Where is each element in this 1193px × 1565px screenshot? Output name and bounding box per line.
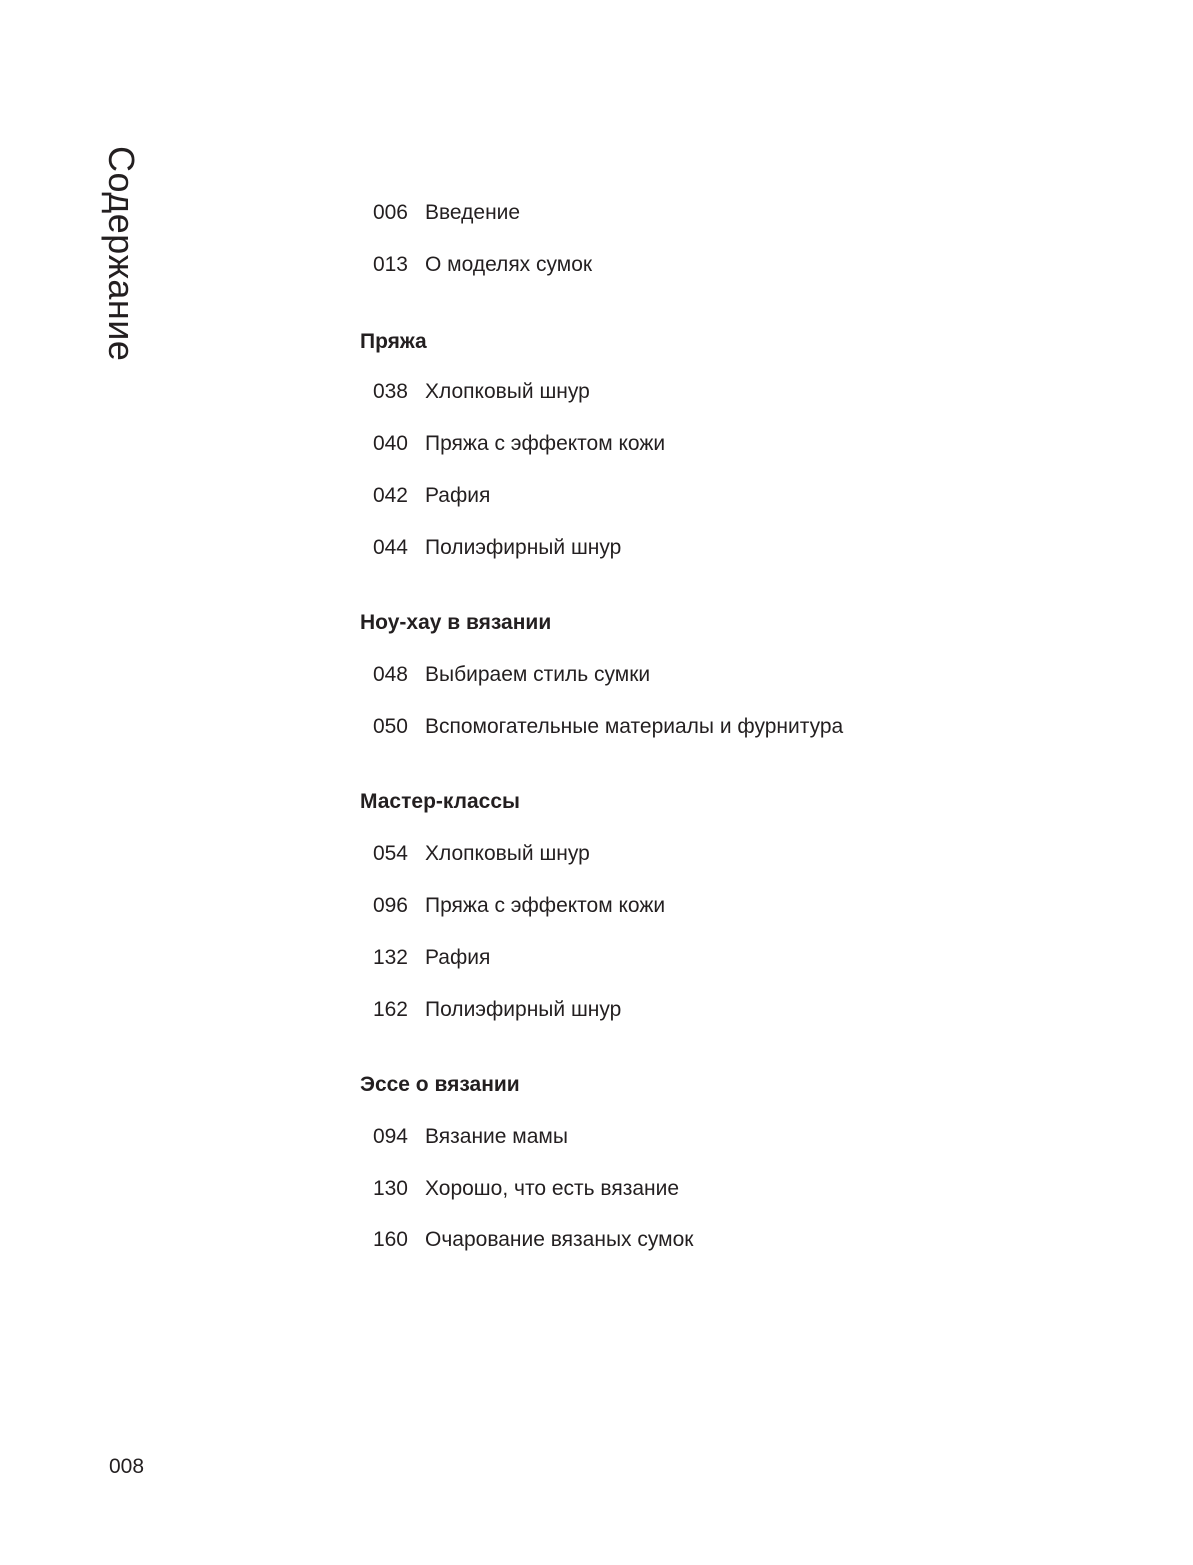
toc-entry[interactable] xyxy=(360,429,665,459)
toc-entry-number: 006 xyxy=(372,201,408,224)
page-title: Содержание xyxy=(101,146,142,362)
section-heading-yarn: Пряжа xyxy=(360,330,427,353)
toc-entry[interactable] xyxy=(360,660,650,690)
toc-entry-number: 044 xyxy=(372,536,408,559)
toc-entry-number: 040 xyxy=(372,432,408,455)
toc-entry-number: 130 xyxy=(372,1177,408,1200)
toc-entry-number: 132 xyxy=(372,946,408,969)
toc-entry-title: Полиэфирный шнур xyxy=(425,536,622,559)
toc-entry-title: Введение xyxy=(425,201,521,224)
toc-entry-number: 094 xyxy=(372,1125,408,1148)
toc-entry-title: Полиэфирный шнур xyxy=(425,998,622,1021)
toc-entry-number: 048 xyxy=(372,663,408,686)
section-heading-essays: Эссе о вязании xyxy=(360,1073,520,1096)
toc-entry[interactable] xyxy=(360,995,621,1025)
toc-entry[interactable] xyxy=(360,377,590,407)
toc-entry-title: Хлопковый шнур xyxy=(425,380,590,403)
toc-entry-title: О моделях сумок xyxy=(425,253,593,276)
toc-entry-number: 038 xyxy=(372,380,408,403)
section-heading-master-classes: Мастер-классы xyxy=(360,790,520,813)
toc-entry[interactable] xyxy=(360,198,520,228)
toc-entry[interactable] xyxy=(360,943,490,973)
toc-entry-number: 054 xyxy=(372,842,408,865)
section-heading-know-how: Ноу-хау в вязании xyxy=(360,611,552,634)
toc-entry-title: Выбираем стиль сумки xyxy=(425,663,651,686)
toc-entry[interactable] xyxy=(360,1174,679,1204)
toc-entry[interactable] xyxy=(360,1122,568,1152)
toc-entry-title: Очарование вязаных сумок xyxy=(425,1228,694,1251)
toc-entry[interactable] xyxy=(360,1225,693,1255)
toc-entry-number: 042 xyxy=(372,484,408,507)
toc-entry-title: Хорошо, что есть вязание xyxy=(425,1177,680,1200)
toc-entry[interactable] xyxy=(360,712,843,742)
toc-entry[interactable] xyxy=(360,891,665,921)
toc-entry-number: 050 xyxy=(372,715,408,738)
toc-entry-number: 162 xyxy=(372,998,408,1021)
toc-entry[interactable] xyxy=(360,839,590,869)
toc-entry[interactable] xyxy=(360,481,490,511)
toc-entry-number: 096 xyxy=(372,894,408,917)
toc-entry-title: Пряжа с эффектом кожи xyxy=(425,894,666,917)
toc-entry-title: Пряжа с эффектом кожи xyxy=(425,432,666,455)
toc-entry-title: Вспомогательные материалы и фурнитура xyxy=(425,715,844,738)
toc-entry-title: Вязание мамы xyxy=(425,1125,568,1148)
toc-entry-number: 013 xyxy=(372,253,408,276)
page-number: 008 xyxy=(109,1455,145,1478)
toc-entry-title: Рафия xyxy=(425,484,491,507)
toc-entry-title: Хлопковый шнур xyxy=(425,842,590,865)
toc-entry-title: Рафия xyxy=(425,946,491,969)
toc-entry-number: 160 xyxy=(372,1228,408,1251)
toc-entry[interactable] xyxy=(360,533,621,563)
toc-entry[interactable] xyxy=(360,250,592,280)
